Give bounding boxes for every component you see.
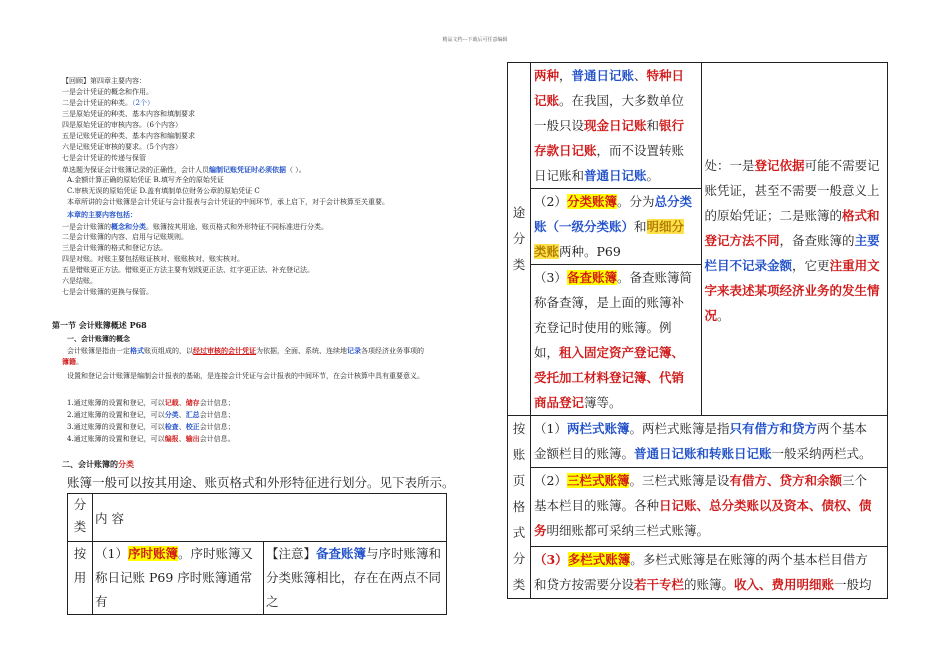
review-line: 二是会计凭证的种类。（2个） [62,99,154,107]
three-column-cell: （2）三栏式账簿。三栏式账簿是设有借方、贷方和余额三个 基本栏目的账簿。各种日记账、总分类账以及资本、债权、债 务明细账都可采纳三栏式账簿。 [530,468,887,546]
point: 4.通过账簿的设置和登记，可以编报、输出会计信息。 [67,434,235,443]
category-by-format: 按 账 页 格 式 分 类 [508,416,531,599]
chapter-item: 七是会计账簿的更换与保管。 [62,288,153,296]
memo-note-cell: 处：一是登记依据可能不需要记 账凭证，甚至不需要一般意义上 的原始凭证；二是账簿的格式和 登记方法不同，备查账簿的主要 栏目不记录金额，它更注重用文 字来表述某项经济业务的发生情 况。 [701,63,887,416]
ledger-cell: （2）分类账簿。分为总分类 账（一级分类账）和明细分 类账两种。P69 [530,189,701,265]
multi-column-cell: （3）多栏式账簿。多栏式账簿是在账簿的两个基本栏目借方 和贷方按需要分设若干专栏的账簿。收入、费用明细账一般均 [530,546,887,598]
journal-continued-cell: 两种，普通日记账、特种日 记账。在我国，大多数单位 一般只设现金日记账和银行 存款日记账，而不设置转账 日记账和普通日记账。 [530,63,701,189]
two-column-cell: （1）两栏式账簿。两栏式账簿是指只有借方和贷方两个基本 金额栏目的账簿。普通日记账和转账日记账一般采纳两栏式。 [530,416,887,468]
classification-intro: 账簿一般可以按其用途、账页格式和外形特征进行划分。见下表所示。 [67,475,455,490]
review-line: 四是原始凭证的审核内容。（6个内容） [62,121,182,129]
chapter-item: 二是会计账簿的内容、启用与记账规则。 [62,233,188,241]
journal-cell: （1）序时账簿。序时账簿又 称日记账 P69 序时账簿通常有 [93,542,264,615]
chapter-title: 本章的主要内容包括： [67,210,137,219]
chapter-item: 一是会计账簿的概念和分类。账簿按其用途、账页格式和外形特征不同标准进行分类。 [62,222,328,231]
review-line: 一是会计凭证的概念和作用。 [62,88,153,96]
point: 3.通过账簿的设置和登记，可以检查、校正会计信息； [67,422,235,431]
chapter-item: 六是结账。 [62,277,97,285]
table-row-category: 按 用 [68,542,93,615]
note-cell: 【注意】备查账簿与序时账簿和 分类账簿相比，存在在两点不同之 [264,542,447,615]
definition-cont: 簿籍。 [62,357,83,366]
significance: 设置和登记会计账簿是编制会计报表的基础，是连接会计凭证与会计报表的中间环节，在会计核算中具有重要意义。 [67,372,424,380]
point: 2.通过账簿的设置和登记，可以分类、汇总会计信息； [67,410,235,419]
review-line: 五是记账凭证的种类、基本内容和编制要求 [62,132,195,140]
chapter-item: 四是对账。对账主要包括账证核对、账账核对、账实核对。 [62,255,244,263]
review-line: 六是记账凭证审核的要求。（5个内容） [62,143,182,151]
point: 1.通过账簿的设置和登记，可以记载、储存会计信息； [67,398,235,407]
table-header-category: 分 类 [68,494,93,542]
subsection-2: 二、会计账簿的分类 [62,459,134,469]
option-cd: C.审核无误的原始凭证 D.盖有填制单位财务公章的原始凭证 C [67,187,260,195]
classification-table-left [67,493,447,615]
classification-table-right [507,62,888,599]
intro-text: 本章所讲的会计账簿是会计凭证与会计报表与会计凭证的中间环节，承上启下，对于会计核算至关重要。 [67,198,389,206]
category-by-use: 途 分 类 [508,63,531,416]
memo-book-cell: （3）备查账簿。备查账簿简 称备查簿，是上面的账簿补 充登记时使用的账簿。例 如，租入固定资产登记簿、 受托加工材料登记簿、代销 商品登记簿等。 [530,265,701,416]
chapter-item: 五是错账更正方法。错账更正方法主要有划线更正法、红字更正法、补充登记法。 [62,266,314,274]
review-line: 【回顾】第四章主要内容： [62,77,146,85]
definition: 会计账簿是指由一定格式账页组成的，以经过审核的会计凭证为依据，全面、系统、连续地记录各项经济业务事项的 [67,346,424,355]
review-line: 三是原始凭证的种类、基本内容和填制要求 [62,110,195,118]
section-title: 第一节 会计账簿概述 P68 [52,320,147,330]
table-header-content: 内 容 [93,494,447,542]
subsection-1: 一、会计账簿的概念 [67,334,130,343]
page-header: 精品文档---下载后可任意编辑 [442,37,508,43]
review-line: 七是会计凭证的传递与保管 [62,154,146,162]
chapter-item: 三是会计账簿的格式和登记方法。 [62,244,167,252]
question: 单选题为保证会计账簿记录的正确性，会计人员编制记账凭证时必须依据（ ）。 [62,165,306,174]
option-ab: A.金额计算正确的原始凭证 B.填写齐全的原始凭证 [67,176,224,184]
